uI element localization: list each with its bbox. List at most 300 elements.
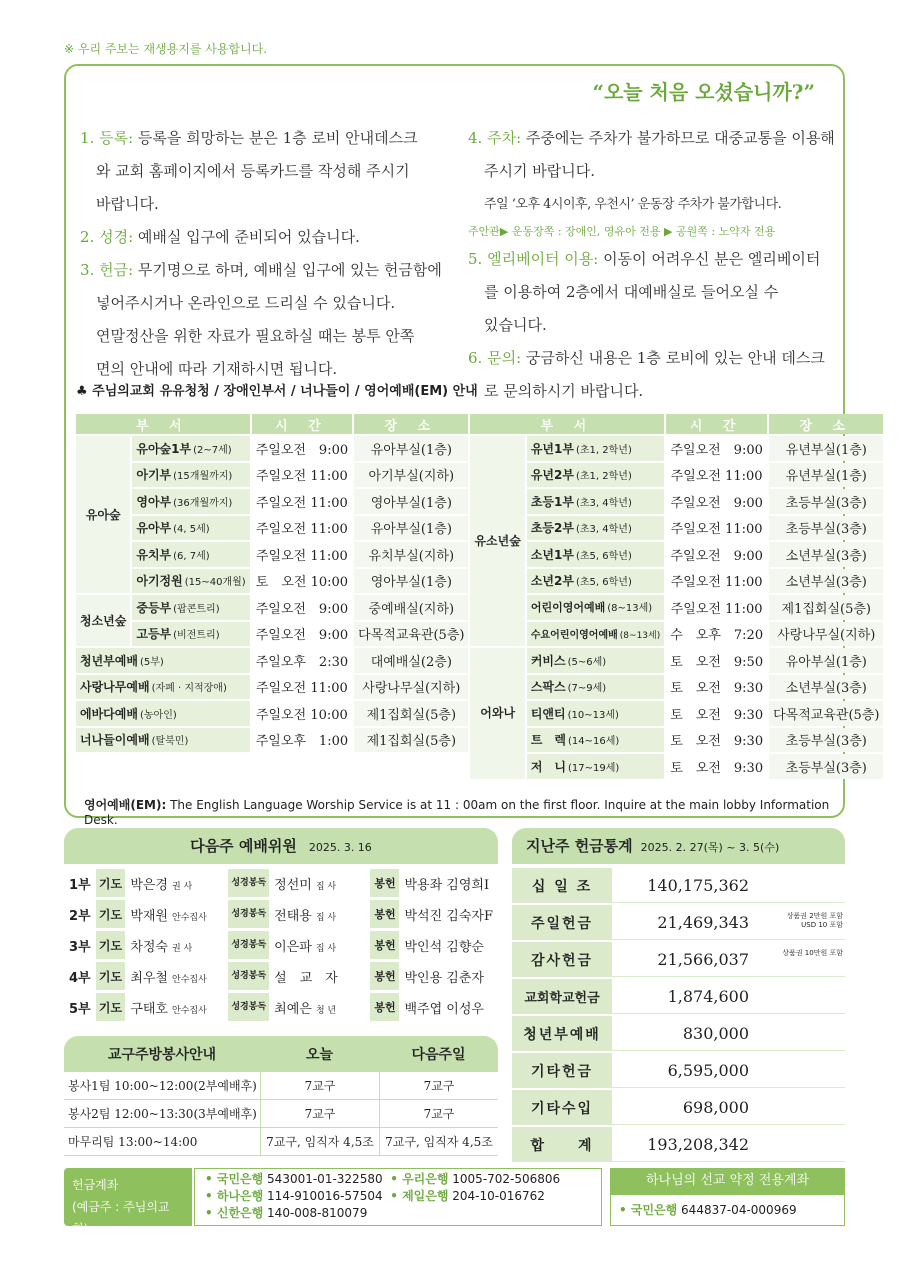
department-guide-title: ♣ 주님의교회 유유청청 / 장애인부서 / 너나들이 / 영어예배(EM) 안내 [76, 384, 478, 399]
em-note-text: The English Language Worship Service is at 11 : 00am on the first floor. Inquire at the main lobby Information Desk. [84, 798, 830, 827]
stats-label: 청년부예배 [512, 1016, 612, 1051]
em-note-head: 영어예배(EM): [84, 798, 167, 812]
offering-persons: 박석진 김숙자F [404, 908, 493, 924]
welcome-section [64, 64, 880, 827]
role-prayer: 기도 [96, 962, 126, 990]
dept-name [527, 436, 664, 461]
prayer-person [127, 962, 226, 990]
dept-place: 유치부실(지하) [354, 542, 468, 567]
dept-place: 중예배실(지하) [354, 595, 468, 620]
committee-row [66, 962, 496, 990]
stats-row [512, 1016, 845, 1051]
dept-age-text: (초5, 6학년) [575, 550, 632, 562]
person-name: 정선미 [274, 877, 312, 893]
kitchen-row [64, 1072, 498, 1100]
role-prayer: 기도 [96, 869, 126, 897]
stats-amount: 140,175,362 [647, 875, 749, 895]
parking-note-park: ▶ 공원쪽 : 노약자 전용 [664, 225, 776, 238]
stats-row [512, 942, 845, 977]
bank-account-label [64, 1168, 192, 1236]
committee-row [66, 900, 496, 928]
dept-time: 주일오후 2:30 [252, 648, 352, 673]
person-title: 안수집사 [172, 974, 207, 985]
stats-value [612, 868, 845, 903]
dept-name [132, 622, 249, 647]
item-number: 4. [468, 129, 483, 147]
dept-name-text: 유아부 [136, 521, 172, 536]
service-number: 1부 [69, 877, 91, 893]
dept-name [132, 463, 249, 488]
item-number: 2. [80, 228, 95, 246]
item-registration [80, 122, 465, 221]
person-title: 권 사 [172, 881, 193, 892]
stats-label: 합 계 [512, 1127, 612, 1162]
prayer-person [127, 900, 226, 928]
dept-name [527, 754, 664, 779]
kitchen-service-table [64, 1036, 498, 1156]
person-title: 집 사 [315, 943, 337, 954]
dept-age-text: (15개월까지) [173, 471, 233, 483]
dept-time: 주일오전 9:00 [666, 542, 767, 567]
dept-name [527, 542, 664, 567]
dept-age-text: (자폐 · 지적장애) [151, 683, 227, 695]
person-title: 집 사 [315, 912, 337, 923]
dept-time: 토 오전 9:30 [666, 675, 767, 700]
committee-table [64, 866, 498, 1024]
service-number: 2부 [69, 908, 91, 924]
kitchen-team: 마무리팀 13:00~14:00 [64, 1128, 260, 1156]
kitchen-today: 7교구 [260, 1100, 379, 1128]
stats-label: 기타헌금 [512, 1053, 612, 1088]
prayer-person [127, 993, 226, 1021]
item-text: 넣어주시거나 온라인으로 드리실 수 있습니다. [96, 294, 396, 312]
person-name: 전태용 [274, 908, 312, 924]
dept-place: 아기부실(지하) [354, 463, 468, 488]
prayer-person [127, 931, 226, 959]
item-heading: 등록: [99, 129, 134, 147]
stats-value [612, 1016, 845, 1051]
dept-name-text: 스팍스 [530, 680, 566, 695]
scripture-person [271, 993, 368, 1021]
dept-time: 주일오전 9:00 [666, 436, 767, 461]
stats-row [512, 1053, 845, 1088]
item-bible [80, 221, 465, 254]
dept-place: 유아부실(1층) [354, 516, 468, 541]
dept-name-text: 어린이영어예배 [530, 601, 606, 615]
dept-time: 토 오전 10:00 [252, 569, 352, 594]
item-heading: 엘리베이터 이용: [487, 250, 599, 268]
service-number: 3부 [69, 939, 91, 955]
dept-name-text: 유아숲1부 [136, 441, 192, 456]
bank-name: • 국민은행 [619, 1203, 678, 1217]
person-name: 박재원 [130, 908, 168, 924]
group-label-yuso: 유소년숲 [470, 436, 524, 646]
dept-name [527, 463, 664, 488]
mission-account-title: 하나님의 선교 약정 전용계좌 [610, 1168, 845, 1194]
dept-time: 주일오전 10:00 [252, 701, 352, 726]
welcome-title: “오늘 처음 오셨습니까?” [592, 80, 815, 104]
dept-name-text: 너나들이예배 [80, 733, 150, 748]
stats-value [612, 905, 845, 940]
item-text: 면의 안내에 따라 기재하시면 됩니다. [96, 360, 338, 378]
dept-name-text: 커비스 [530, 653, 566, 668]
dept-time: 주일오전 11:00 [252, 489, 352, 514]
kitchen-next: 7교구 [379, 1072, 498, 1100]
dept-age-text: (초1, 2학년) [575, 444, 632, 456]
stats-note: 상품권 2만원 포함 USD 10 포함 [786, 912, 843, 929]
stats-amount: 698,000 [682, 1097, 749, 1117]
role-scripture: 성경봉독 [228, 900, 269, 928]
person-name: 구태호 [130, 1001, 168, 1017]
role-prayer: 기도 [96, 900, 126, 928]
role-scripture: 성경봉독 [228, 869, 269, 897]
dept-age-text: (탈북민) [151, 736, 189, 748]
dept-name-text: 중등부 [136, 600, 172, 615]
stats-row [512, 905, 845, 940]
dept-name [527, 701, 664, 726]
item-parking [468, 122, 836, 243]
person-name: 최우철 [130, 970, 168, 986]
kitchen-row [64, 1128, 498, 1156]
kitchen-header-team: 교구주방봉사안내 [64, 1036, 260, 1072]
dept-time: 주일오전 11:00 [252, 675, 352, 700]
dept-place: 사랑나무실(지하) [769, 622, 883, 647]
dept-time: 주일오전 9:00 [252, 622, 352, 647]
dept-place: 유아부실(1층) [354, 436, 468, 461]
bank-name: • 제일은행 [390, 1189, 449, 1203]
dept-place: 초등부실(3층) [769, 516, 883, 541]
dept-place: 다목적교육관(5층) [769, 701, 883, 726]
dept-place: 소년부실(3층) [769, 569, 883, 594]
dept-time: 주일오전 11:00 [252, 463, 352, 488]
group-label-cheong: 청소년숲 [76, 595, 130, 646]
dept-time: 주일오후 1:00 [252, 728, 352, 753]
item-elevator [468, 243, 836, 342]
dept-time: 주일오전 9:00 [252, 436, 352, 461]
header-dept-left: 부 서 [76, 414, 250, 434]
dept-name [527, 675, 664, 700]
dept-time: 수 오후 7:20 [666, 622, 767, 647]
role-scripture: 성경봉독 [228, 962, 269, 990]
dept-age-text: (10~13세) [567, 709, 619, 721]
dept-name [527, 489, 664, 514]
prayer-person [127, 869, 226, 897]
dept-name-text: 아기정원 [136, 574, 183, 589]
dept-time: 주일오전 9:00 [666, 489, 767, 514]
person-name: 차정숙 [130, 939, 168, 955]
dept-age-text: (농아인) [139, 709, 177, 721]
person-name: 이은파 [274, 939, 312, 955]
dept-place: 다목적교육관(5층) [354, 622, 468, 647]
dept-place: 대예배실(2층) [354, 648, 468, 673]
dept-name [132, 542, 249, 567]
dept-age-text: (15~40개월) [184, 577, 246, 589]
item-heading: 문의: [487, 349, 522, 367]
dept-age-text: (5부) [139, 656, 164, 668]
dept-place: 사랑나무실(지하) [354, 675, 468, 700]
dept-place: 소년부실(3층) [769, 542, 883, 567]
offering-persons: 박인석 김향순 [404, 939, 484, 955]
parking-note-field: 주안관▶ 운동장쪽 : 장애인, 영유아 전용 [468, 225, 661, 238]
dept-name-text: 소년2부 [530, 574, 574, 589]
dept-age-text: (4, 5세) [173, 524, 210, 536]
role-scripture: 성경봉독 [228, 931, 269, 959]
bank-name: • 우리은행 [390, 1172, 449, 1186]
item-text: 연말정산을 위한 자료가 필요하실 때는 봉투 안쪽 [96, 327, 415, 345]
stats-row [512, 1090, 845, 1125]
group-label-yua: 유아숲 [76, 436, 130, 593]
kitchen-header-next: 다음주일 [379, 1036, 498, 1072]
item-text: 바랍니다. [96, 195, 159, 213]
dept-name-text: 소년1부 [530, 547, 574, 562]
stats-amount: 193,208,342 [647, 1134, 749, 1154]
english-worship-note [84, 796, 843, 827]
dept-name-text: 초등2부 [530, 521, 574, 536]
role-offering: 봉헌 [370, 869, 399, 897]
stats-row [512, 1127, 845, 1162]
account-number: 204-10-016762 [452, 1189, 545, 1203]
dept-name [527, 622, 664, 647]
kitchen-team: 봉사2팀 12:00~13:30(3부예배후) [64, 1100, 260, 1128]
dept-time: 주일오전 11:00 [252, 542, 352, 567]
role-offering: 봉헌 [370, 931, 399, 959]
dept-name-text: 티앤티 [530, 706, 566, 721]
kitchen-header-today: 오늘 [260, 1036, 379, 1072]
group-label-eowa: 어와나 [470, 648, 524, 779]
stats-amount: 21,566,037 [657, 949, 749, 969]
dept-age-text: (비전트리) [173, 630, 220, 642]
account-number: 543001-01-322580 [267, 1172, 383, 1186]
mission-account [610, 1194, 845, 1226]
service-number: 5부 [69, 1001, 91, 1017]
dept-age-text: (초5, 6학년) [575, 577, 632, 589]
dept-name-text: 유치부 [136, 547, 172, 562]
dept-time: 주일오전 11:00 [666, 463, 767, 488]
person-name: 박은경 [130, 877, 168, 893]
dept-name [527, 595, 664, 620]
bank-label-title: 헌금계좌 [72, 1178, 119, 1192]
stats-label: 교회학교헌금 [512, 979, 612, 1014]
dept-name [527, 728, 664, 753]
item-offering [80, 254, 465, 386]
dept-age-text: (2~7세) [193, 444, 232, 456]
dept-name-text: 청년부예배 [80, 653, 138, 668]
kitchen-today: 7교구, 임직자 4,5조 [260, 1128, 379, 1156]
welcome-right-column [468, 122, 836, 408]
dept-age-text: (초3, 4학년) [575, 497, 632, 509]
dept-name-text: 저 니 [530, 759, 567, 774]
recycled-paper-note: ※ 우리 주보는 재생용지를 사용합니다. [64, 42, 268, 56]
bank-name: • 하나은행 [205, 1189, 264, 1203]
offering-stats-date: 2025. 2. 27(목) ~ 3. 5(수) [640, 841, 780, 854]
dept-name-text: 유년2부 [530, 468, 574, 483]
dept-name [76, 675, 250, 700]
dept-name-text: 수요어린이영어예배 [530, 630, 618, 642]
dept-age-text: (36개월까지) [173, 497, 233, 509]
dept-place: 제1집회실(5층) [354, 728, 468, 753]
offering-stats-title: 지난주 헌금통계 [526, 837, 633, 855]
dept-age-text: (7~9세) [567, 683, 607, 695]
item-number: 6. [468, 349, 483, 367]
dept-name [76, 728, 250, 753]
header-place-right: 장 소 [769, 414, 883, 434]
dept-age-text: (8~13세) [607, 603, 653, 615]
dept-name [132, 516, 249, 541]
header-time-right: 시 간 [666, 414, 767, 434]
stats-value [612, 979, 845, 1014]
dept-time: 토 오전 9:30 [666, 754, 767, 779]
stats-label: 십 일 조 [512, 868, 612, 903]
item-text: 주시기 바랍니다. [484, 162, 595, 180]
person-name: 최예은 [274, 1001, 312, 1017]
stats-label: 감사헌금 [512, 942, 612, 977]
dept-name [527, 648, 664, 673]
item-text: 주일 ‘오후 4시이후, 우천시’ 운동장 주차가 불가합니다. [484, 197, 782, 212]
stats-row [512, 979, 845, 1014]
dept-time: 주일오전 9:00 [252, 595, 352, 620]
stats-row [512, 868, 845, 903]
dept-age-text: (팝콘트리) [173, 603, 220, 615]
bank-name: • 국민은행 [205, 1172, 264, 1186]
role-prayer: 기도 [96, 931, 126, 959]
kitchen-next: 7교구, 임직자 4,5조 [379, 1128, 498, 1156]
stats-value [612, 1053, 845, 1088]
committee-row [66, 993, 496, 1021]
stats-value [612, 1090, 845, 1125]
dept-name-text: 고등부 [136, 627, 172, 642]
item-text: 를 이용하여 2층에서 대예배실로 들어오실 수 [484, 283, 779, 301]
person-title: 권 사 [172, 943, 193, 954]
item-heading: 주차: [487, 129, 522, 147]
dept-time: 주일오전 11:00 [666, 595, 767, 620]
committee-row [66, 931, 496, 959]
stats-value [612, 1127, 845, 1162]
item-text: 무기명으로 하며, 예배실 입구에 있는 헌금함에 [137, 261, 442, 279]
dept-place: 제1집회실(5층) [354, 701, 468, 726]
dept-age-text: (8~13세) [619, 631, 661, 642]
header-dept-right: 부 서 [470, 414, 664, 434]
committee-title: 다음주 예배위원 [190, 837, 297, 855]
dept-name-text: 에바다예배 [80, 706, 138, 721]
person-name: 설 교 자 [274, 970, 338, 986]
dept-name [527, 569, 664, 594]
person-title: 안수집사 [172, 1005, 207, 1016]
dept-name-text: 유년1부 [530, 441, 574, 456]
dept-place: 제1집회실(5층) [769, 595, 883, 620]
item-text: 등록을 희망하는 분은 1층 로비 안내데스크 [137, 129, 418, 147]
item-text: 로 문의하시기 바랍니다. [484, 382, 644, 400]
offering-persons: 박인용 김춘자 [404, 970, 484, 986]
dept-name [132, 595, 249, 620]
dept-name [527, 516, 664, 541]
dept-name-text: 트 렉 [530, 733, 567, 748]
dept-name [132, 436, 249, 461]
department-table [74, 412, 885, 781]
dept-age-text: (5~6세) [567, 656, 607, 668]
header-place-left: 장 소 [354, 414, 468, 434]
scripture-person [271, 869, 368, 897]
kitchen-team: 봉사1팀 10:00~12:00(2부예배후) [64, 1072, 260, 1100]
item-number: 3. [80, 261, 95, 279]
kitchen-today: 7교구 [260, 1072, 379, 1100]
dept-age-text: (초3, 4학년) [575, 524, 632, 536]
dept-time: 주일오전 11:00 [666, 569, 767, 594]
kitchen-next: 7교구 [379, 1100, 498, 1128]
item-text: 이동이 어려우신 분은 엘리베이터 [603, 250, 821, 268]
dept-name [132, 489, 249, 514]
role-offering: 봉헌 [370, 993, 399, 1021]
dept-name [132, 569, 249, 594]
dept-row [76, 436, 883, 461]
scripture-person [271, 962, 368, 990]
dept-place: 영아부실(1층) [354, 489, 468, 514]
header-time-left: 시 간 [252, 414, 352, 434]
role-offering: 봉헌 [370, 900, 399, 928]
account-number: 644837-04-000969 [681, 1203, 797, 1217]
dept-name-text: 아기부 [136, 468, 172, 483]
bank-accounts [194, 1168, 602, 1226]
dept-age-text: (14~16세) [568, 736, 620, 748]
stats-label: 주일헌금 [512, 905, 612, 940]
stats-note: 상품권 10만원 포함 [782, 949, 843, 957]
item-number: 5. [468, 250, 483, 268]
bank-label-holder: (예금주 : 주님의교회) [72, 1200, 170, 1236]
offering-stats-table [512, 866, 845, 1164]
account-number: 140-008-810079 [267, 1206, 368, 1220]
dept-time: 토 오전 9:30 [666, 701, 767, 726]
dept-age-text: (초1, 2학년) [575, 471, 632, 483]
dept-name-text: 초등1부 [530, 494, 574, 509]
scripture-person [271, 900, 368, 928]
item-heading: 성경: [99, 228, 134, 246]
dept-name [76, 648, 250, 673]
stats-amount: 830,000 [682, 1023, 749, 1043]
dept-age-text: (6, 7세) [173, 550, 210, 562]
role-scripture: 성경봉독 [228, 993, 269, 1021]
bank-name: • 신한은행 [205, 1206, 264, 1220]
committee-date: 2025. 3. 16 [308, 841, 372, 854]
account-number: 1005-702-506806 [452, 1172, 561, 1186]
dept-age-text: (17~19세) [568, 762, 620, 774]
item-inquiry [468, 342, 836, 408]
item-text: 있습니다. [484, 316, 547, 334]
offering-persons: 박용좌 김영희I [404, 877, 490, 893]
dept-place: 초등부실(3층) [769, 489, 883, 514]
stats-value [612, 942, 845, 977]
person-title: 안수집사 [172, 912, 207, 923]
account-number: 114-910016-57504 [267, 1189, 383, 1203]
dept-name [76, 701, 250, 726]
role-prayer: 기도 [96, 993, 126, 1021]
dept-time: 주일오전 11:00 [666, 516, 767, 541]
dept-place: 유아부실(1층) [769, 648, 883, 673]
stats-label: 기타수입 [512, 1090, 612, 1125]
dept-place: 초등부실(3층) [769, 754, 883, 779]
item-text: 주중에는 주차가 불가하므로 대중교통을 이용해 [525, 129, 835, 147]
dept-place: 유년부실(1층) [769, 436, 883, 461]
dept-time: 토 오전 9:50 [666, 648, 767, 673]
kitchen-row [64, 1100, 498, 1128]
dept-row [76, 648, 883, 673]
scripture-person [271, 931, 368, 959]
dept-filler [76, 754, 468, 779]
dept-name-text: 영아부 [136, 494, 172, 509]
committee-header [64, 828, 498, 864]
item-text: 예배실 입구에 준비되어 있습니다. [137, 228, 360, 246]
service-number: 4부 [69, 970, 91, 986]
stats-amount: 1,874,600 [667, 986, 749, 1006]
dept-place: 소년부실(3층) [769, 675, 883, 700]
